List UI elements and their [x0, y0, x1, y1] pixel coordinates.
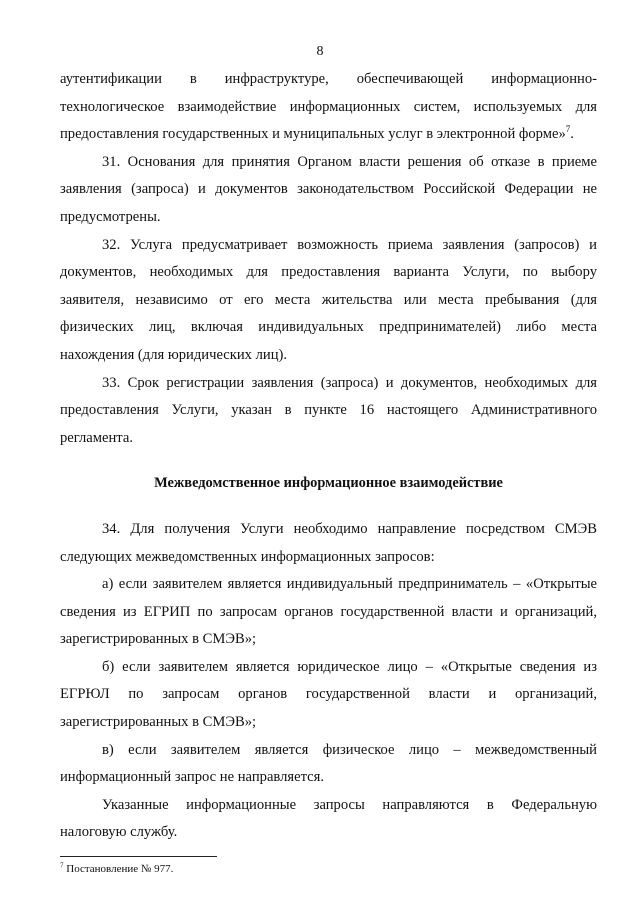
- paragraph-34-item-a: а) если заявителем является индивидуальный предприниматель – «Открытые сведения из ЕГРИП по запросам органов государственной власти и организаций, зарегистрированных в СМЭВ»;: [60, 576, 597, 648]
- document-body: [60, 66, 597, 847]
- footnote-divider: [60, 856, 217, 857]
- page-number: 8: [316, 44, 324, 59]
- paragraph-34-item-b: б) если заявителем является юридическое лицо – «Открытые сведения из ЕГРЮЛ по запросам органов государственной власти и организаций, зарегистрированных в СМЭВ»;: [60, 658, 597, 731]
- paragraph-34-item-v: в) если заявителем является физическое лицо – межведомственный информационный запрос не направляется.: [60, 741, 597, 786]
- paragraph-34: 34. Для получения Услуги необходимо направление посредством СМЭВ следующих межведомственных информационных запросов:: [60, 520, 597, 565]
- footnote-marker: 7: [60, 861, 64, 870]
- footnote: [60, 862, 173, 876]
- footnote-reference[interactable]: 7: [565, 124, 571, 135]
- paragraph-32: 32. Услуга предусматривает возможность приема заявления (запросов) и документов, необходимых для предоставления варианта Услуги, по выбору заявителя, независимо от его места жительства или места пребывания (для физических лиц, включая индивидуальных предпринимателей) либо места нахождения (для юридических лиц).: [60, 236, 597, 363]
- paragraph-closing: Указанные информационные запросы направляются в Федеральную налоговую службу.: [60, 796, 597, 841]
- paragraph-33: 33. Срок регистрации заявления (запроса) и документов, необходимых для предоставления Услуги, указан в пункте 16 настоящего Административного регламента.: [60, 374, 597, 446]
- paragraph-continuation: аутентификации в инфраструктуре, обеспечивающей информационно-технологическое взаимодействие информационных систем, используемых для предоставления государственных и муниципальных услуг в электронной форме»$^7$.: [60, 71, 597, 143]
- paragraph-text: аутентификации в инфраструктуре, обеспечивающей информационно-технологическое взаимодействие информационных систем, используемых для предоставления государственных и муниципальных услуг в электронной форме»: [60, 71, 597, 143]
- footnote-text: Постановление № 977.: [63, 863, 174, 875]
- paragraph-31: 31. Основания для принятия Органом власти решения об отказе в приеме заявления (запроса) и документов законодательством Российской Федерации не предусмотрены.: [60, 153, 597, 225]
- section-heading: Межведомственное информационное взаимодействие: [154, 475, 503, 492]
